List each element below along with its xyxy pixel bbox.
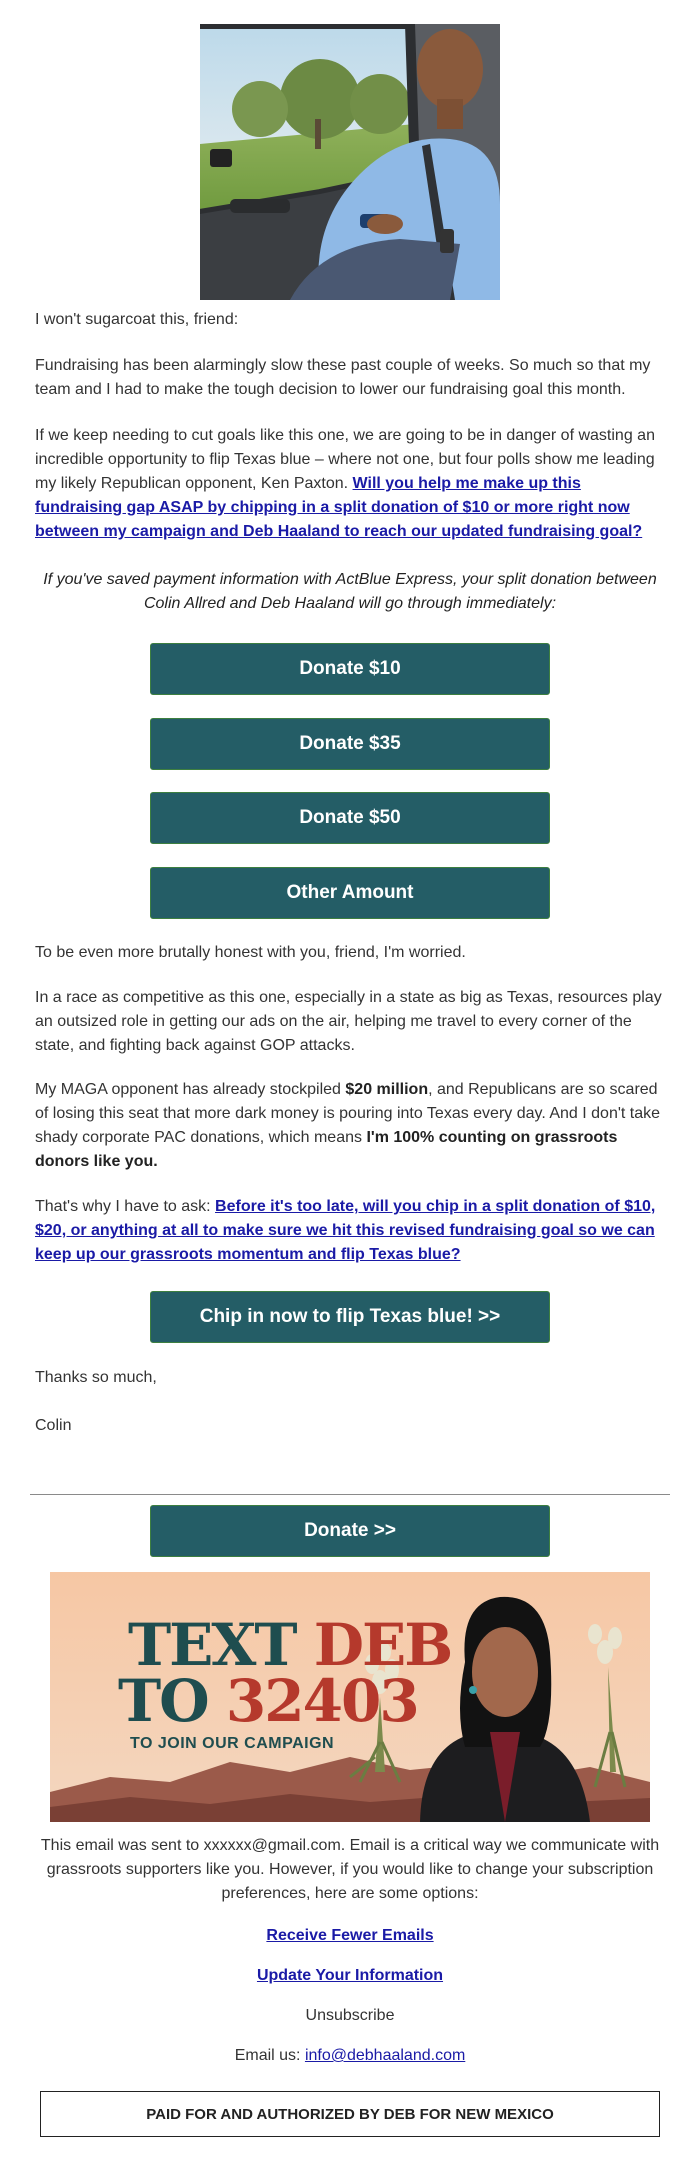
update-your-information-link[interactable]: Update Your Information (256, 1967, 444, 1984)
paragraph-flip-texas (35, 424, 665, 544)
unsubscribe-link[interactable]: Unsubscribe (305, 2007, 395, 2024)
donate-10-button[interactable]: Donate $10 (150, 643, 550, 695)
banner-line-1 (128, 1611, 452, 1679)
paragraph-ask-text: That's why I have to ask: (35, 1198, 216, 1215)
banner-to-word: TO (118, 1667, 208, 1735)
greeting-text: I won't sugarcoat this, friend: (35, 311, 239, 328)
paragraph-ask (35, 1195, 665, 1267)
paid-for-disclaimer: PAID FOR AND AUTHORIZED BY DEB FOR NEW MEXICO (40, 2091, 660, 2137)
banner-line-2 (118, 1667, 418, 1735)
footer-update-info (35, 1964, 665, 1988)
divider (30, 1494, 670, 1495)
closing-thanks: Thanks so much, (35, 1369, 157, 1386)
donate-35-button[interactable]: Donate $35 (150, 718, 550, 770)
signature: Colin (35, 1417, 72, 1434)
banner-shortcode: 32403 (225, 1667, 418, 1735)
other-amount-button[interactable]: Other Amount (150, 867, 550, 919)
banner-deb-word: DEB (313, 1611, 452, 1679)
paragraph-maga-grassroots: I'm 100% counting on grassroots donors like you. (35, 1129, 618, 1170)
banner-text-word: TEXT (128, 1611, 296, 1679)
footer-fewer-emails (35, 1924, 665, 1948)
paragraph-worried: To be even more brutally honest with you, friend, I'm worried. (35, 944, 466, 961)
footer-notice: This email was sent to xxxxxx@gmail.com. Email is a critical way we communicate with grassroots supporters like you. However, if you would like to change your subscription preferences, here are some options: (40, 1837, 660, 1902)
banner-line-3: TO JOIN OUR CAMPAIGN (130, 1735, 335, 1752)
chip-in-ask-link[interactable]: Before it's too late, will you chip in a split donation of $10, $20, or anything at all to make sure we hit this revised fundraising goal so we can keep up our grassroots momentum and flip Texas blue? (35, 1198, 656, 1263)
paragraph-maga-opponent (35, 1078, 665, 1174)
paragraph-maga-text-a: My MAGA opponent has already stockpiled (35, 1081, 346, 1098)
paragraph-maga-text-c: , and Republicans are so scared of losing this seat that more dark money is pouring into Texas every day. And I don't take shady corporate PAC donations, which means (35, 1081, 661, 1146)
paragraph-maga-amount: $20 million (345, 1081, 429, 1098)
hero-photo (200, 24, 500, 300)
donate-50-button[interactable]: Donate $50 (150, 792, 550, 844)
receive-fewer-emails-link[interactable]: Receive Fewer Emails (266, 1927, 434, 1944)
paragraph-fundraising-slow: Fundraising has been alarmingly slow these past couple of weeks. So much so that my team and I had to make the tough decision to lower our fundraising goal this month. (35, 357, 651, 398)
footer-email-line (35, 2044, 665, 2068)
email-label: Email us: (234, 2047, 305, 2064)
donate-footer-button[interactable]: Donate >> (150, 1505, 550, 1557)
email-address-link[interactable]: info@debhaaland.com (304, 2047, 466, 2064)
paragraph-resources: In a race as competitive as this one, especially in a state as big as Texas, resources play an outsized role in getting our ads on the air, helping me travel to every corner of the state, and fighting back against GOP attacks. (35, 989, 662, 1054)
actblue-express-note: If you've saved payment information with ActBlue Express, your split donation between Colin Allred and Deb Haaland will go through immediately: (43, 571, 657, 612)
text-deb-banner[interactable] (50, 1572, 650, 1822)
paragraph-flip-texas-text: If we keep needing to cut goals like this one, we are going to be in danger of wasting an incredible opportunity to flip Texas blue – where not one, but four polls show me leading my likely Republican opponent, Ken Paxton. (35, 427, 655, 492)
donate-ask-link[interactable]: Will you help me make up this fundraising gap ASAP by chipping in a split donation of $10 or more right now between my campaign and Deb Haaland to reach our updated fundraising goal? (35, 475, 643, 540)
chip-in-button[interactable]: Chip in now to flip Texas blue! >> (150, 1291, 550, 1343)
